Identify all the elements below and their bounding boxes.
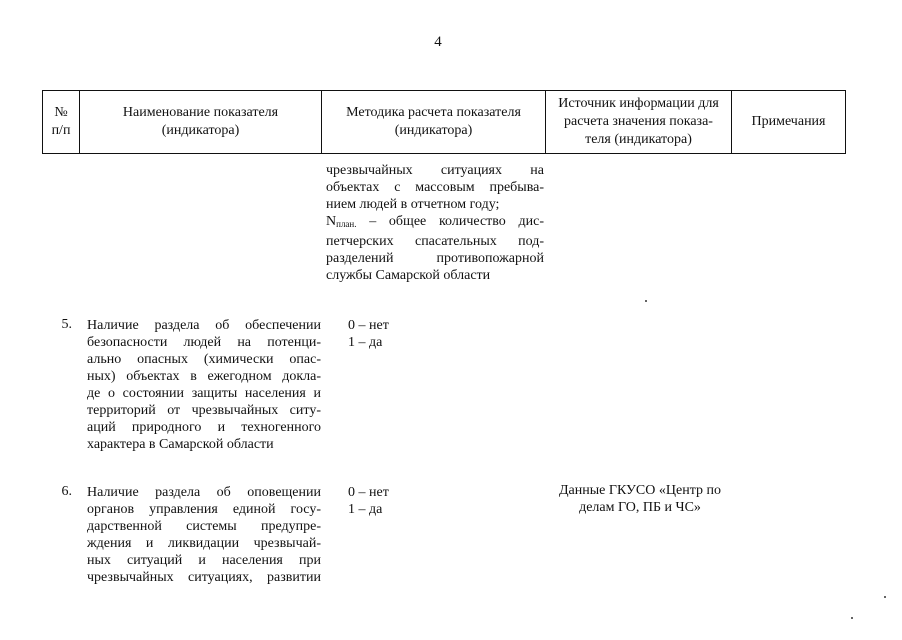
header-col-notes: Примечания <box>751 113 826 129</box>
indicator-name-line: ально опасных (химически опас- <box>87 352 321 367</box>
indicator-name-line: ных) объектах в ежегодном докла- <box>87 369 321 384</box>
row-number: 5. <box>61 317 72 332</box>
indicator-name-line: аций природного и техногенного <box>87 420 321 435</box>
indicator-name-line: де о состоянии защиты населения и <box>87 386 321 401</box>
indicator-name-line: ждения и ликвидации чрезвычай- <box>87 536 321 551</box>
row-indicator-name <box>87 484 321 586</box>
formula-symbol: N <box>326 214 337 229</box>
header-col-info-source: Источник информации для расчета значения показа- теля (индикатора) <box>546 91 732 153</box>
indicator-name-line: Наличие раздела об обеспечении <box>87 318 321 333</box>
indicator-name-line: Наличие раздела об оповещении <box>87 485 321 500</box>
indicator-name-line: ных ситуаций и населения при <box>87 553 321 568</box>
page-number: 4 <box>434 34 442 50</box>
indicator-name-line: чрезвычайных ситуациях, развитии <box>87 570 321 585</box>
scan-speck <box>884 596 886 598</box>
method-value-line: 1 – да <box>348 502 383 517</box>
table-header <box>42 90 846 154</box>
method-continuation-line: службы Самарской области <box>326 268 491 283</box>
header-col-number: № п/п <box>43 91 80 153</box>
indicator-name-line: территорий от чрезвычайных ситу- <box>87 403 321 418</box>
row-number: 6. <box>61 484 72 499</box>
indicator-name-line: характера в Самарской области <box>87 437 274 452</box>
header-col-calculation-method: Методика расчета показателя (индикатора) <box>322 91 546 153</box>
method-continuation-line: нием людей в отчетном году; <box>326 197 500 212</box>
row-info-source: Данные ГКУСО «Центр по делам ГО, ПБ и ЧС» <box>559 483 721 515</box>
method-continuation-line: разделений противопожарной <box>326 251 544 266</box>
row-method <box>348 317 428 351</box>
method-continuation-line: петчерских спасательных под- <box>326 234 544 249</box>
scan-speck <box>645 300 647 302</box>
method-continuation-line: объектах с массовым пребыва- <box>326 180 544 195</box>
formula-description: – общее количество дис- <box>356 214 544 229</box>
indicator-name-line: дарственной системы предупре- <box>87 519 321 534</box>
method-continuation-line: чрезвычайных ситуациях на <box>326 163 544 178</box>
indicator-name-line: безопасности людей на потенци- <box>87 335 321 350</box>
formula-subscript: план. <box>336 219 357 229</box>
method-value-line: 0 – нет <box>348 318 389 333</box>
row-method <box>348 484 428 518</box>
method-value-line: 1 – да <box>348 335 383 350</box>
row-indicator-name <box>87 317 321 453</box>
method-continuation <box>326 162 544 284</box>
scan-speck <box>851 617 853 619</box>
header-col-indicator-name: Наименование показателя (индикатора) <box>80 91 322 153</box>
indicator-name-line: органов управления единой госу- <box>87 502 321 517</box>
method-value-line: 0 – нет <box>348 485 389 500</box>
method-formula-line <box>326 213 544 233</box>
